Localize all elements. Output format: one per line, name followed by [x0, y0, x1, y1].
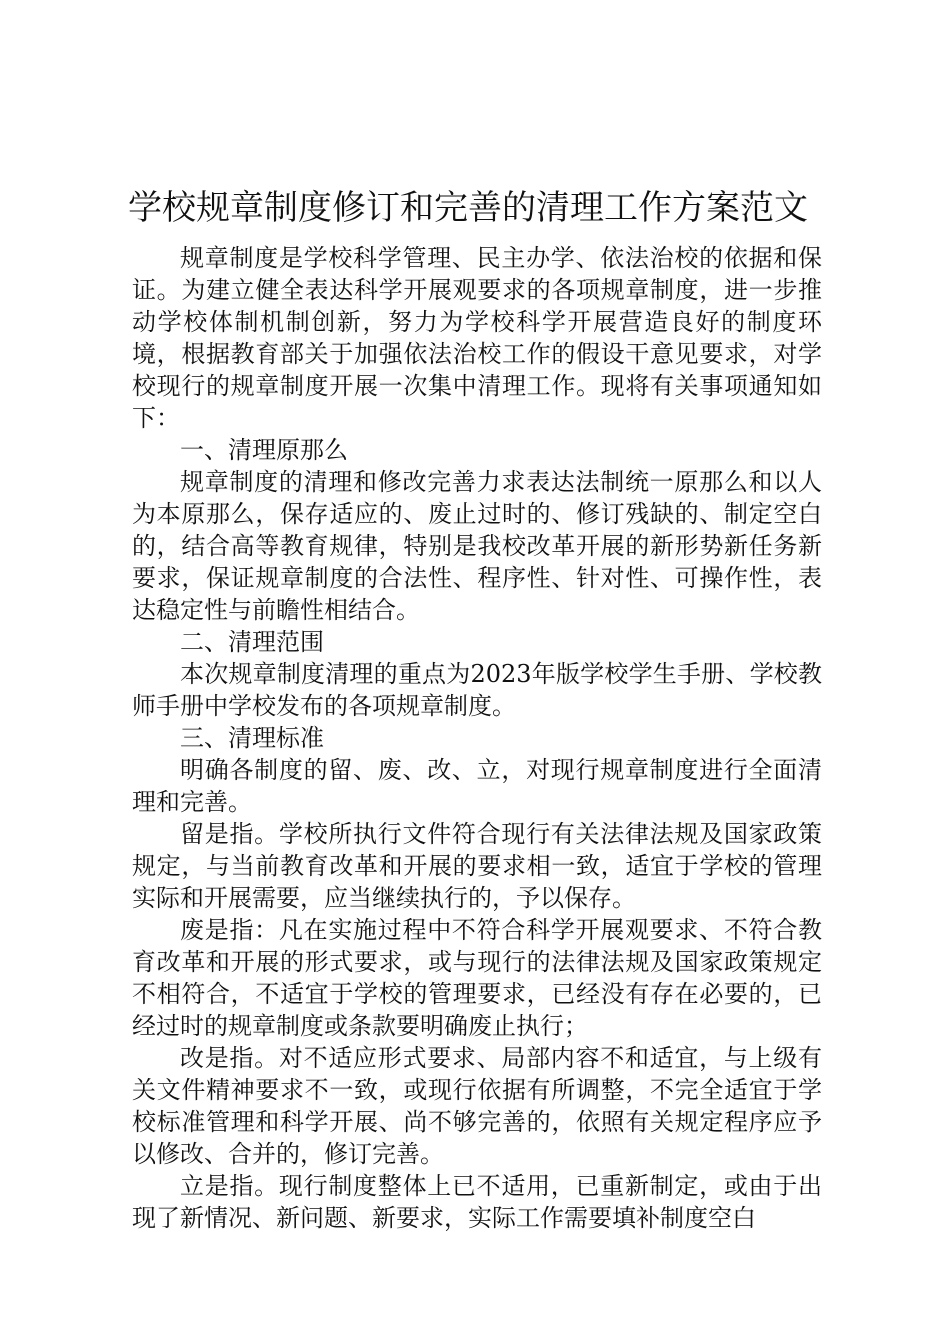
section-heading-scope: 二、清理范围 — [180, 628, 324, 656]
section-heading-standards: 三、清理标准 — [180, 724, 324, 752]
section-heading-principles: 一、清理原那么 — [180, 436, 348, 464]
paragraph-abolish: 废是指：凡在实施过程中不符合科学开展观要求、不符合教育改革和开展的形式要求，或与现行的法律法规及国家政策规定不相符合，不适宜于学校的管理要求，已经没有存在必要的，已经过时的规章制度或条款要明确废止执行； — [132, 916, 822, 1040]
paragraph-intro: 规章制度是学校科学管理、民主办学、依法治校的依据和保证。为建立健全表达科学开展观要求的各项规章制度，进一步推动学校体制机制创新，努力为学校科学开展营造良好的制度环境，根据教育部关于加强依法治校工作的假设干意见要求，对学校现行的规章制度开展一次集中清理工作。现将有关事项通知如下： — [132, 244, 822, 432]
document-title: 学校规章制度修订和完善的清理工作方案范文 — [128, 188, 808, 228]
paragraph-scope: 本次规章制度清理的重点为2023年版学校学生手册、学校教师手册中学校发布的各项规章制度。 — [132, 660, 822, 720]
paragraph-establish: 立是指。现行制度整体上已不适用，已重新制定，或由于出现了新情况、新问题、新要求，实际工作需要填补制度空白 — [132, 1172, 822, 1232]
paragraph-keep: 留是指。学校所执行文件符合现行有关法律法规及国家政策规定，与当前教育改革和开展的要求相一致，适宜于学校的管理实际和开展需要，应当继续执行的，予以保存。 — [132, 820, 822, 912]
document-body — [132, 242, 822, 1234]
document-page — [128, 180, 822, 1234]
paragraph-standards: 明确各制度的留、废、改、立，对现行规章制度进行全面清理和完善。 — [132, 756, 822, 816]
paragraph-revise: 改是指。对不适应形式要求、局部内容不和适宜，与上级有关文件精神要求不一致，或现行依据有所调整，不完全适宜于学校标准管理和科学开展、尚不够完善的，依照有关规定程序应予以修改、合并的，修订完善。 — [132, 1044, 822, 1168]
paragraph-principles: 规章制度的清理和修改完善力求表达法制统一原那么和以人为本原那么，保存适应的、废止过时的、修订残缺的、制定空白的，结合高等教育规律，特别是我校改革开展的新形势新任务新要求，保证规章制度的合法性、程序性、针对性、可操作性，表达稳定性与前瞻性相结合。 — [132, 468, 822, 624]
